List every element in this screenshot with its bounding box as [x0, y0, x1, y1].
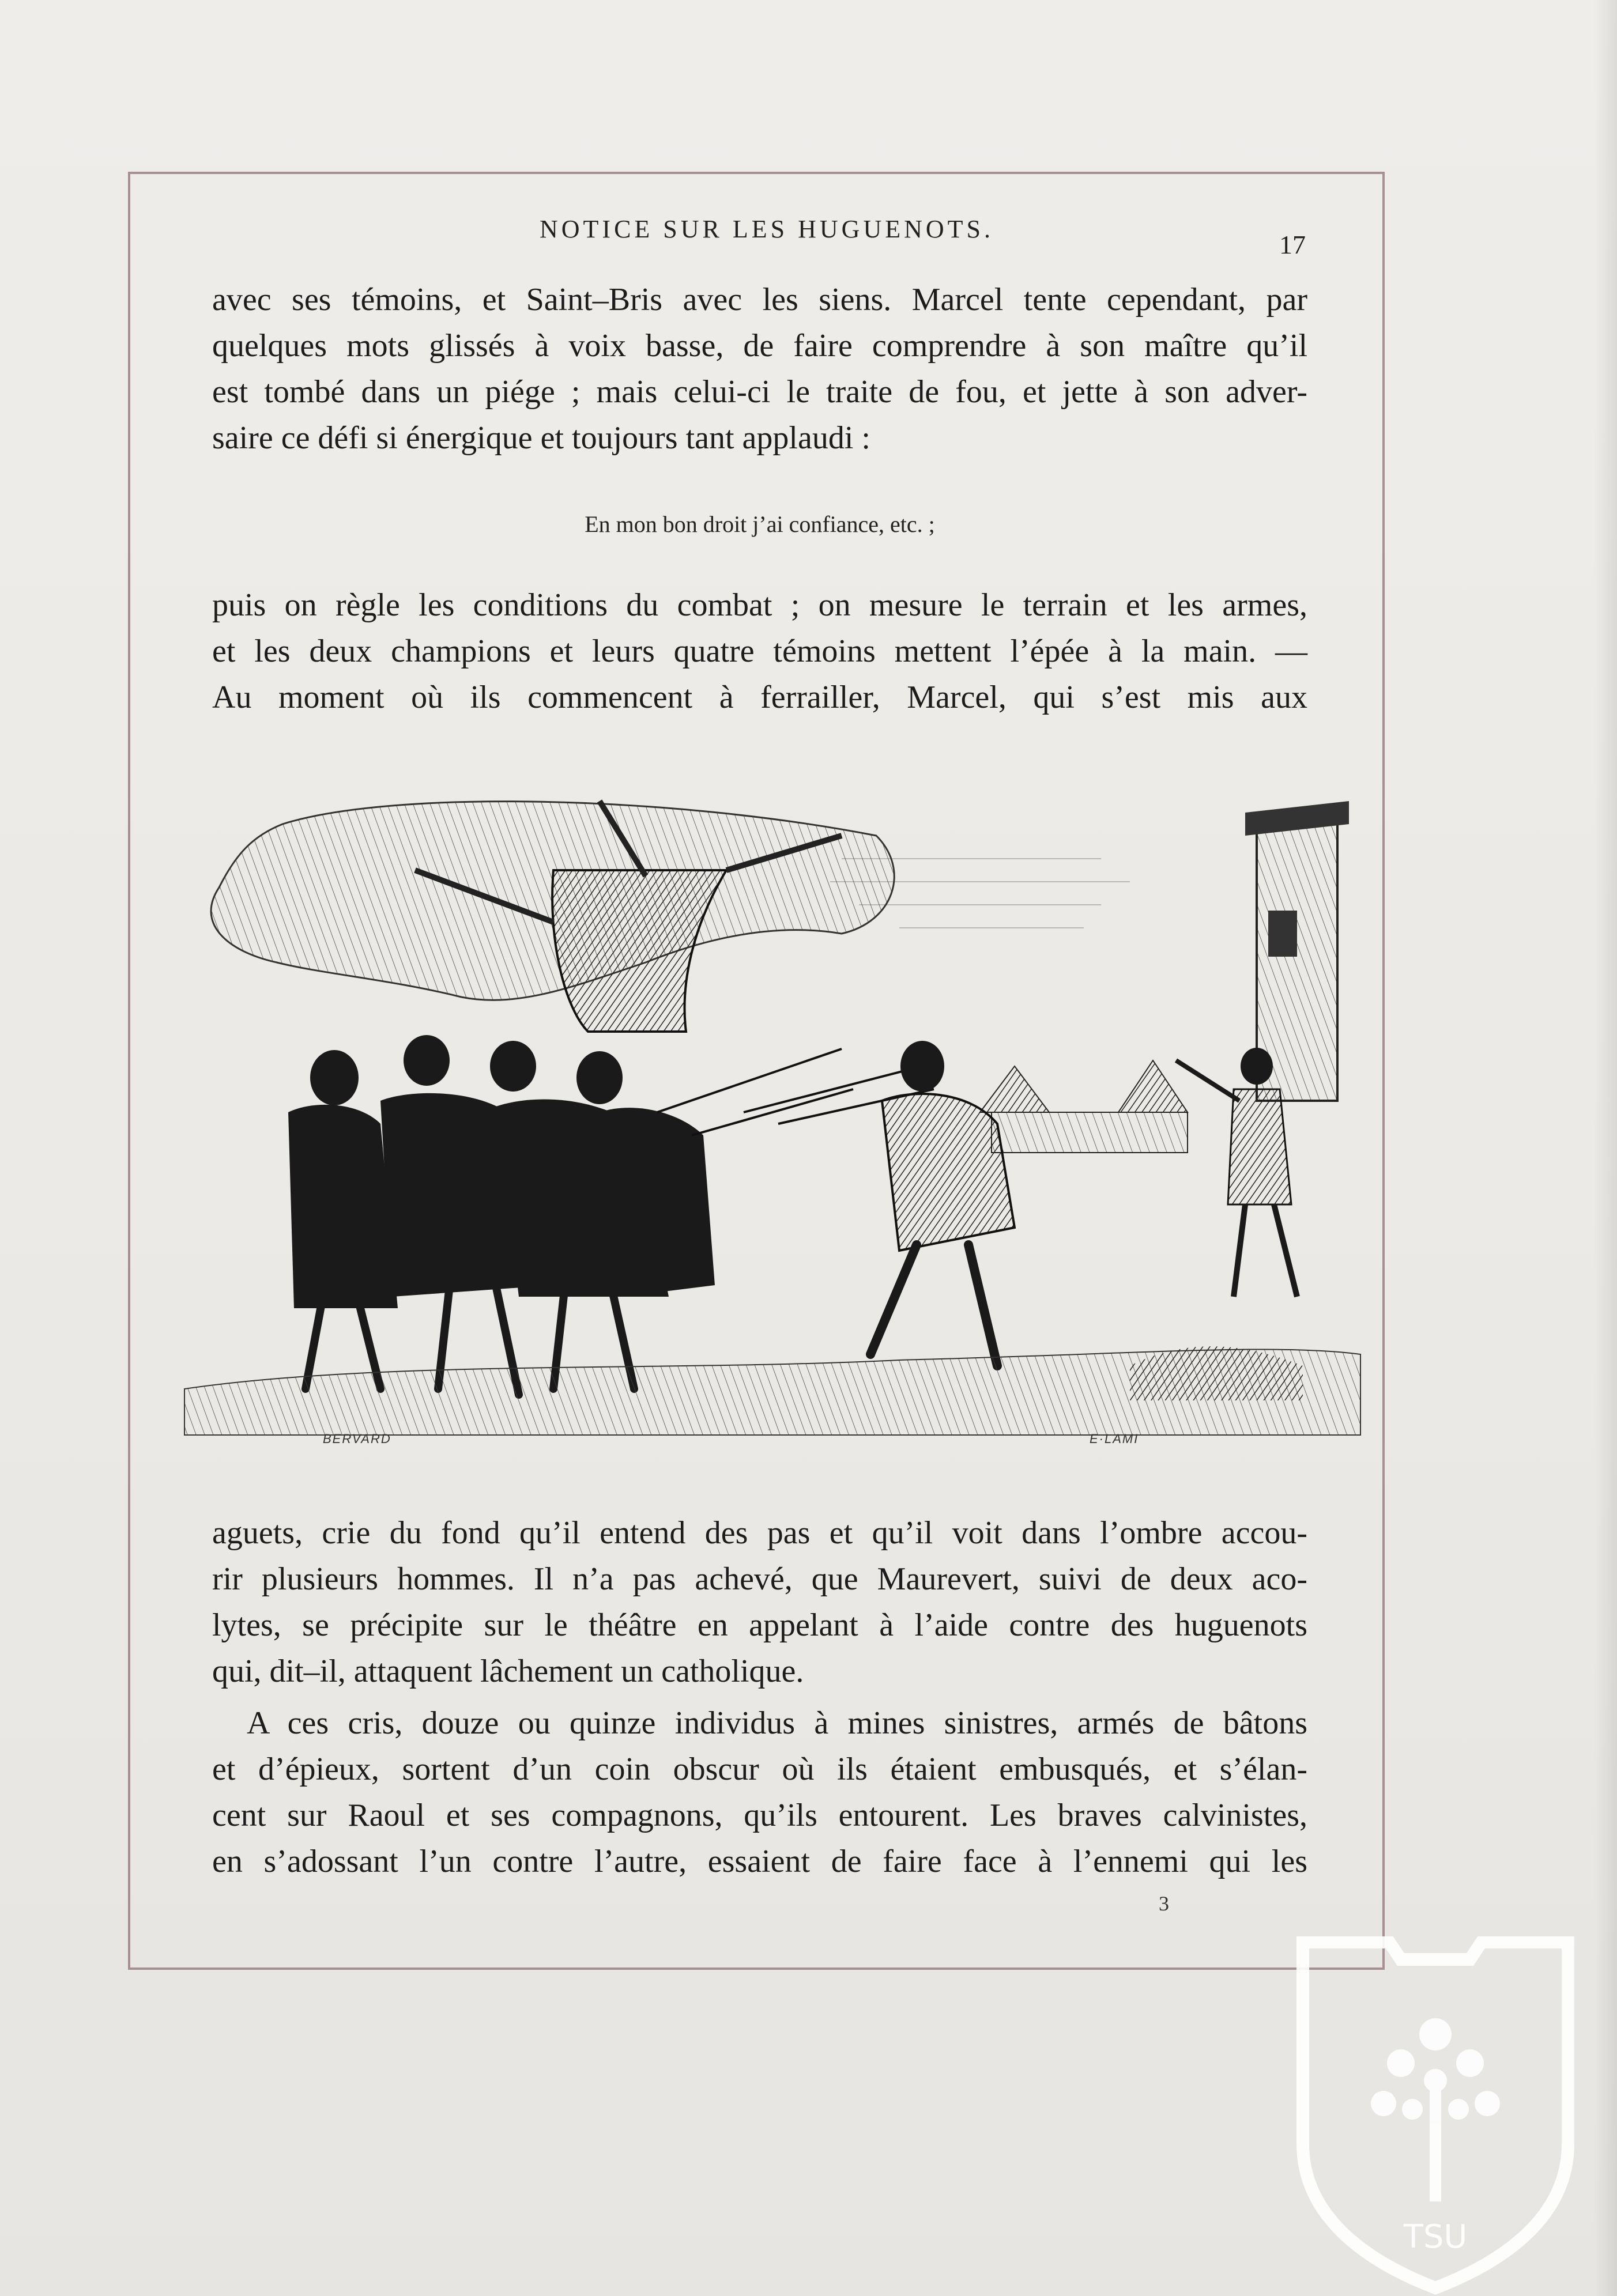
text-line: Au moment où ils commencent à ferrailler, Marcel, qui s’est mis aux	[212, 679, 1307, 715]
engraving-duel-scene	[150, 790, 1366, 1470]
text-line: puis on règle les conditions du combat ; on mesure le terrain et les armes,	[212, 587, 1307, 623]
text-line: en s’adossant l’un contre l’autre, essaient de faire face à l’ennemi qui les	[212, 1844, 1307, 1879]
paragraph-2	[212, 582, 1307, 720]
text-line: qui, dit–il, attaquent lâchement un catholique.	[212, 1653, 804, 1689]
page-edge-shadow	[1594, 0, 1617, 2296]
verse-quote: En mon bon droit j’ai confiance, etc. ;	[585, 511, 935, 537]
watermark-text: TSU	[1403, 2218, 1468, 2256]
text-line: quelques mots glissés à voix basse, de faire comprendre à son maître qu’il	[212, 328, 1307, 364]
text-line: aguets, crie du fond qu’il entend des pas et qu’il voit dans l’ombre accou-	[212, 1515, 1307, 1551]
artist-signature: E·LAMI	[1090, 1432, 1139, 1446]
paragraph-4	[212, 1700, 1307, 1885]
text-line: saire ce défi si énergique et toujours tant applaudi :	[212, 420, 870, 456]
text-line: et les deux champions et leurs quatre témoins mettent l’épée à la main. —	[212, 633, 1307, 669]
text-line: A ces cris, douze ou quinze individus à mines sinistres, armés de bâtons	[247, 1705, 1307, 1741]
text-line: et d’épieux, sortent d’un coin obscur où ils étaient embusqués, et s’élan-	[212, 1751, 1307, 1787]
paragraph-3	[212, 1510, 1307, 1694]
signature-mark: 3	[1159, 1892, 1169, 1915]
page-number: 17	[1279, 230, 1306, 259]
text-line: est tombé dans un piége ; mais celui-ci le traite de fou, et jette à son adver-	[212, 374, 1307, 410]
paragraph-1	[212, 277, 1307, 461]
engraver-signature: BERVARD	[323, 1432, 391, 1446]
text-line: cent sur Raoul et ses compagnons, qu’ils entourent. Les braves calvinistes,	[212, 1797, 1307, 1833]
text-line: lytes, se précipite sur le théâtre en appelant à l’aide contre des huguenots	[212, 1607, 1307, 1643]
text-line: avec ses témoins, et Saint–Bris avec les siens. Marcel tente cependant, par	[212, 282, 1307, 318]
running-head: NOTICE SUR LES HUGUENOTS.	[540, 215, 994, 243]
text-line: rir plusieurs hommes. Il n’a pas achevé, que Maurevert, suivi de deux aco-	[212, 1561, 1307, 1597]
tsu-watermark-logo	[1291, 1936, 1580, 2296]
